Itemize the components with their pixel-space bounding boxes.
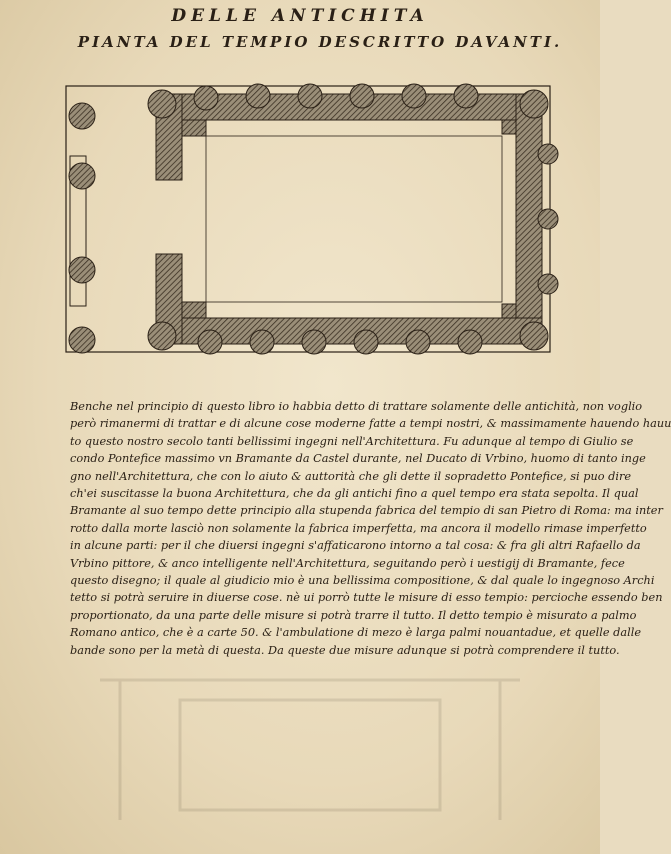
wall-niches: [148, 84, 558, 354]
text-line: gno nell'Architettura, che con lo aiuto & auttorità che gli dette il sopradetto Pontefice, si puo dire: [70, 469, 632, 483]
text-line: rotto dalla morte lasciò non solamente la fabrica imperfetta, ma ancora il modello rimase imperfetto: [70, 521, 647, 535]
text-line: Bramante al suo tempo dette principio alla stupenda fabrica del tempio di san Pietro di Roma: ma inter: [70, 504, 663, 518]
text-line: bande sono per la metà di questa. Da queste due misure adunque si potrà comprendere il tutto.: [70, 643, 620, 657]
porch: [69, 103, 95, 353]
plate-title: PIANTA DEL TEMPIO DESCRITTO DAVANTI.: [77, 33, 563, 51]
text-line: proportionato, da una parte delle misure si potrà trarre il tutto. Il detto tempio è misurato a palmo: [70, 608, 637, 622]
running-head: DELLE ANTICHITA: [171, 6, 429, 26]
body-paragraph: [70, 398, 671, 659]
text-line: però rimanermi di trattar e di alcune cose moderne fatte a tempi nostri, & massimamente hauendo hauu: [70, 417, 671, 431]
text-line: to questo nostro secolo tanti bellissimi ingegni nell'Architettura. Fu adunque al tempo di Giulio se: [70, 434, 634, 448]
text-line: condo Pontefice massimo vn Bramante da Castel durante, nel Ducato di Vrbino, huomo di tanto inge: [70, 452, 646, 466]
text-line: in alcune parti: per il che diuersi ingegni s'affaticarono intorno a tal cosa: & fra gli altri Rafaello da: [70, 539, 641, 553]
text-line: tetto si potrà seruire in diuerse cose. nè ui porrò tutte le misure di esso tempio: percioche essendo ben: [70, 591, 663, 605]
show-through-bleed: [60, 660, 560, 830]
text-line: questo disegno; il quale al giudicio mio è una bellissima compositione, & dal quale lo ingegnoso Archi: [70, 574, 655, 588]
nave-outline: [206, 136, 502, 302]
text-line: Benche nel principio di questo libro io habbia detto di trattare solamente delle antichità, non voglio: [70, 400, 643, 413]
text-line: ch'ei suscitasse la buona Architettura, che da gli antichi fino a quel tempo era stata sepolta. Il qual: [70, 487, 639, 501]
text-line: Romano antico, che è a carte 50. & l'ambulatione di mezo è larga palmi nouantadue, et quelle dalle: [70, 626, 642, 640]
temple-walls: [156, 94, 542, 344]
outer-frame: [66, 86, 550, 352]
temple-floor-plan: [62, 82, 554, 360]
text-line: Vrbino pittore, & anco intelligente nell'Architettura, seguitando però i uestigij di Bramante, fece: [70, 556, 625, 570]
